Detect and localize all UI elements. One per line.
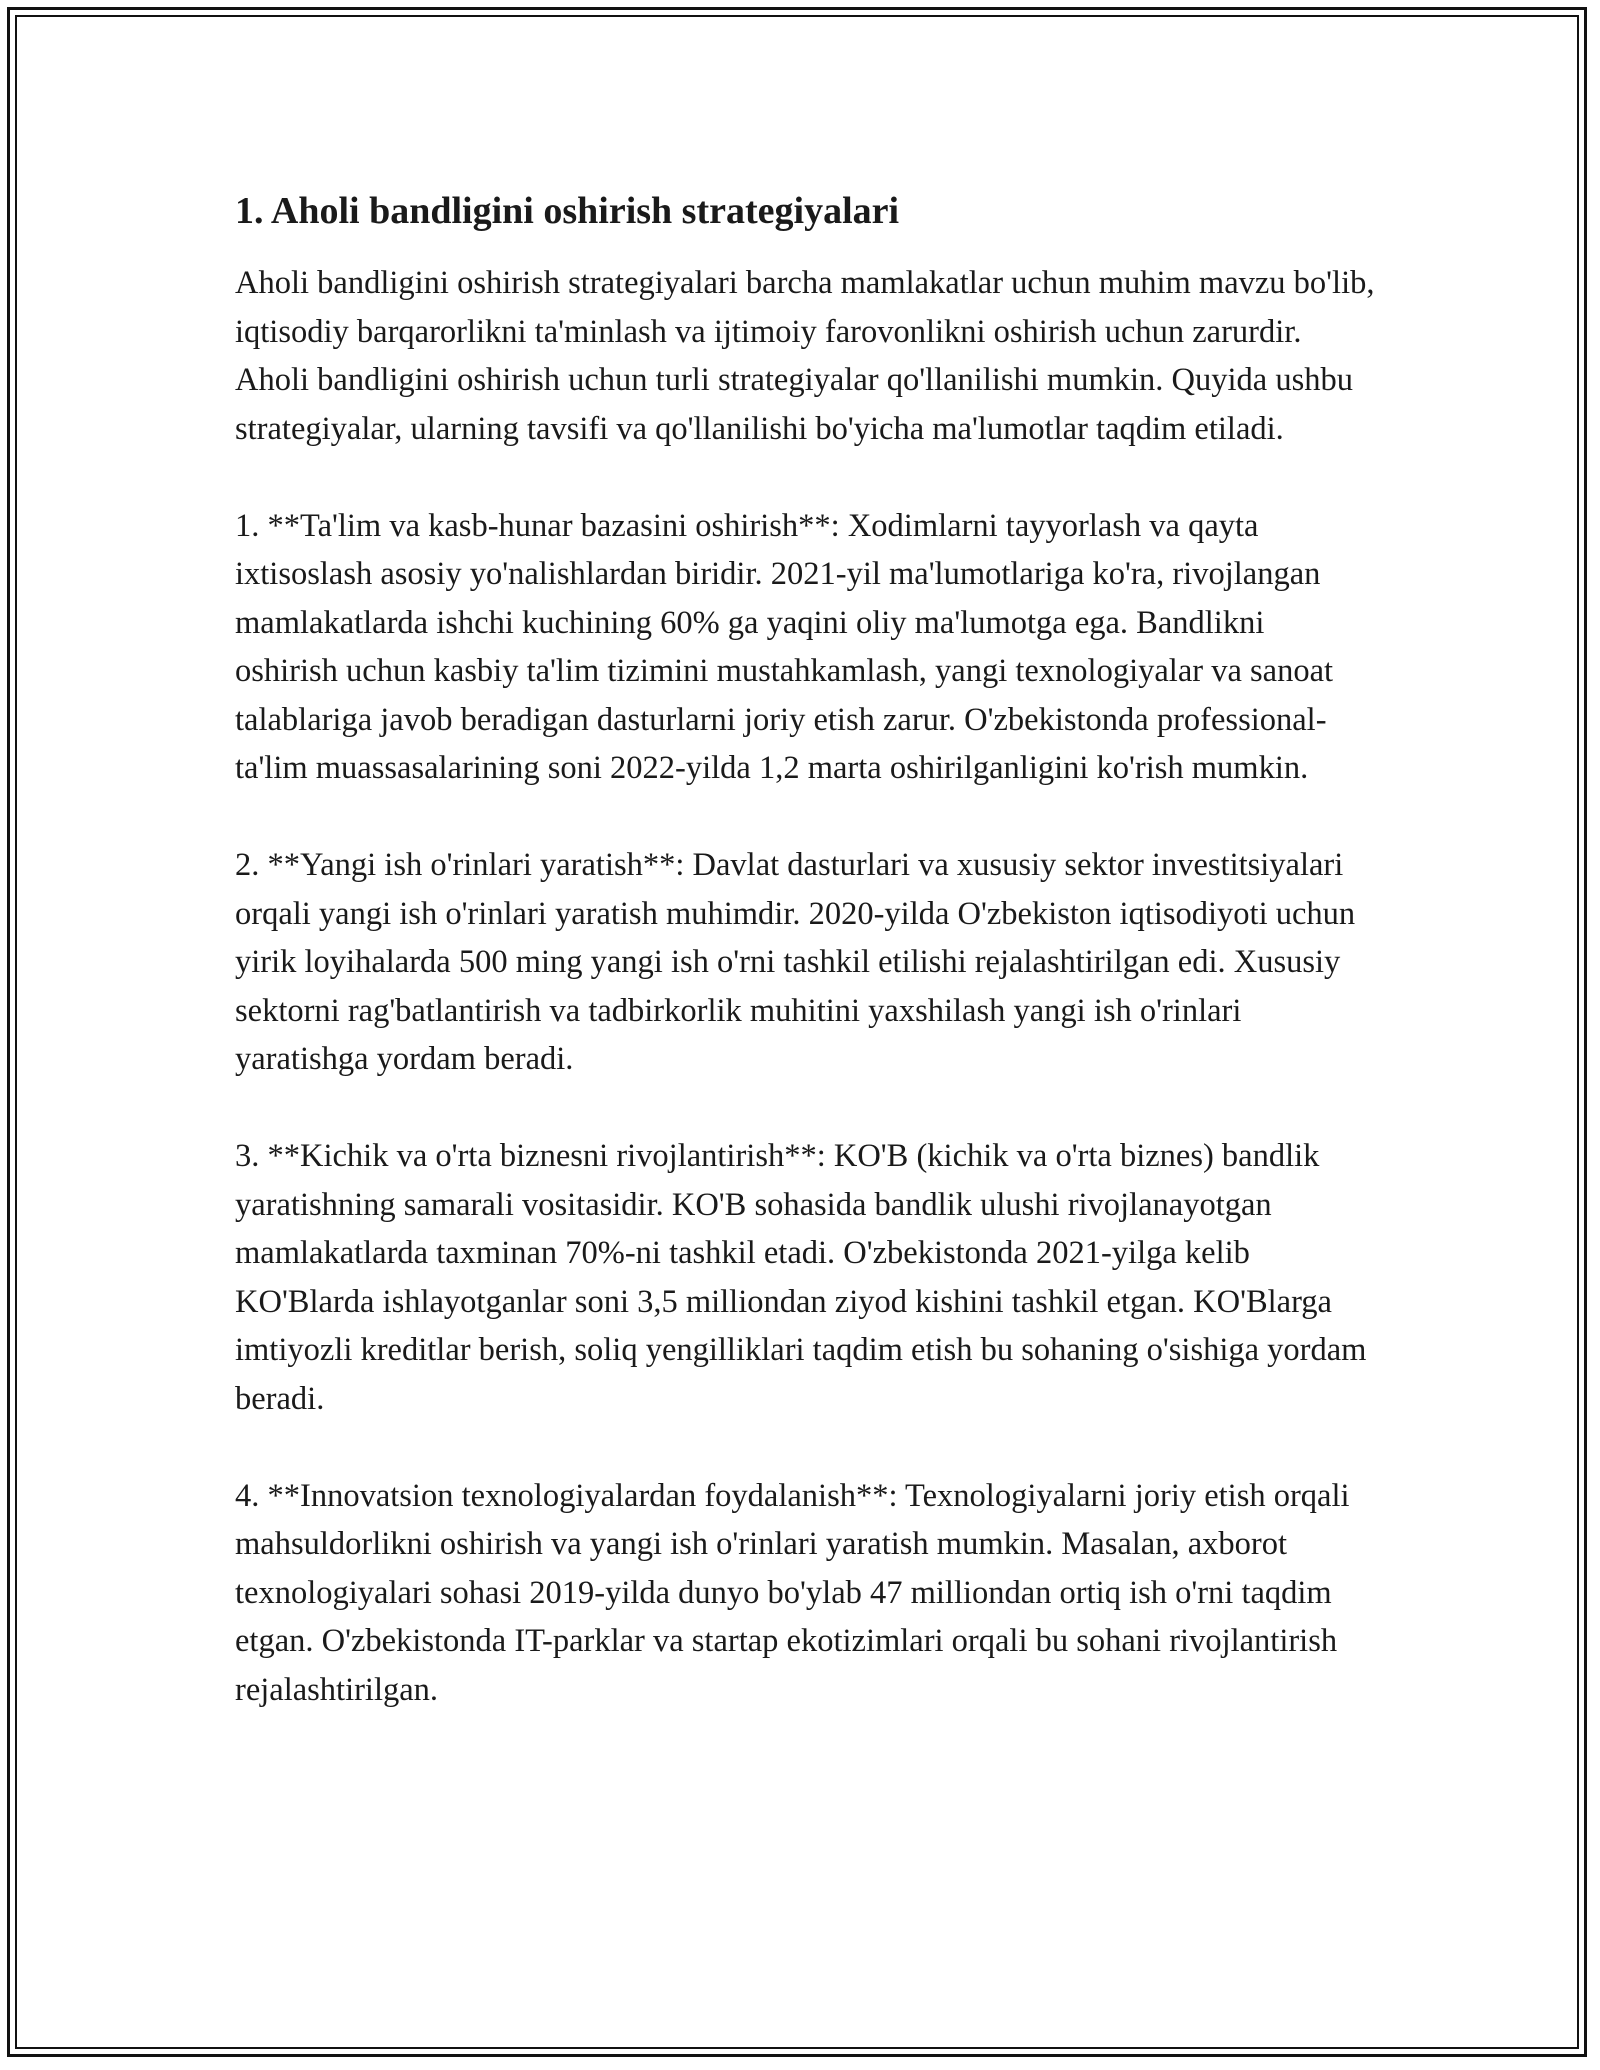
list-item: 2. **Yangi ish o'rinlari yaratish**: Davlat dasturlari va xususiy sektor investitsiyalari orqali yangi ish o'rinlari yaratish muhimdir. 2020-yilda O'zbekiston iqtisodiyoti uchun yirik loyihalarda 500 ming yangi ish o'rni tashkil etilishi rejalashtirilgan edi. Xususiy sektorni rag'batlantirish va tadbirkorlik muhitini yaxshilash yangi ish o'rinlari yaratishga yordam beradi.	[235, 847, 1356, 1077]
list-item: 4. **Innovatsion texnologiyalardan foydalanish**: Texnologiyalarni joriy etish orqali mahsuldorlikni oshirish va yangi ish o'rinlari yaratish mumkin. Masalan, axborot texnologiyalari sohasi 2019-yilda dunyo bo'ylab 47 milliondan ortiq ish o'rni taqdim etgan. O'zbekistonda IT-parklar va startap ekotizimlari orqali bu sohani rivojlantirish rejalashtirilgan.	[235, 1477, 1350, 1708]
document-body	[235, 185, 1375, 1763]
list-item: 1. **Ta'lim va kasb-hunar bazasini oshirish**: Xodimlarni tayyorlash va qayta ixtisoslash asosiy yo'nalishlardan biridir. 2021-yil ma'lumotlariga ko'ra, rivojlangan mamlakatlarda ishchi kuchining 60% ga yaqini oliy ma'lumotga ega. Bandlikni oshirish uchun kasbiy ta'lim tizimini mustahkamlash, yangi texnologiyalar va sanoat talablariga javob beradigan dasturlarni joriy etish zarur. O'zbekistonda professional-ta'lim muassasalarining soni 2022-yilda 1,2 marta oshirilganligini ko'rish mumkin.	[235, 507, 1334, 786]
document-title: 1. Aholi bandligini oshirish strategiyalari	[235, 190, 900, 232]
intro-paragraph: Aholi bandligini oshirish strategiyalari barcha mamlakatlar uchun muhim mavzu bo'lib, iqtisodiy barqarorlikni ta'minlash va ijtimoiy farovonlikni oshirish uchun zarurdir. Aholi bandligini oshirish uchun turli strategiyalar qo'llanilishi mumkin. Quyida ushbu strategiyalar, ularning tavsifi va qo'llanilishi bo'yicha ma'lumotlar taqdim etiladi.	[235, 265, 1375, 447]
list-item: 3. **Kichik va o'rta biznesni rivojlantirish**: KO'B (kichik va o'rta biznes) bandlik yaratishning samarali vositasidir. KO'B sohasida bandlik ulushi rivojlanayotgan mamlakatlarda taxminan 70%-ni tashkil etadi. O'zbekistonda 2021-yilga kelib KO'Blarda ishlayotganlar soni 3,5 milliondan ziyod kishini tashkil etgan. KO'Blarga imtiyozli kreditlar berish, soliq yengilliklari taqdim etish bu sohaning o'sishiga yordam beradi.	[235, 1138, 1367, 1417]
